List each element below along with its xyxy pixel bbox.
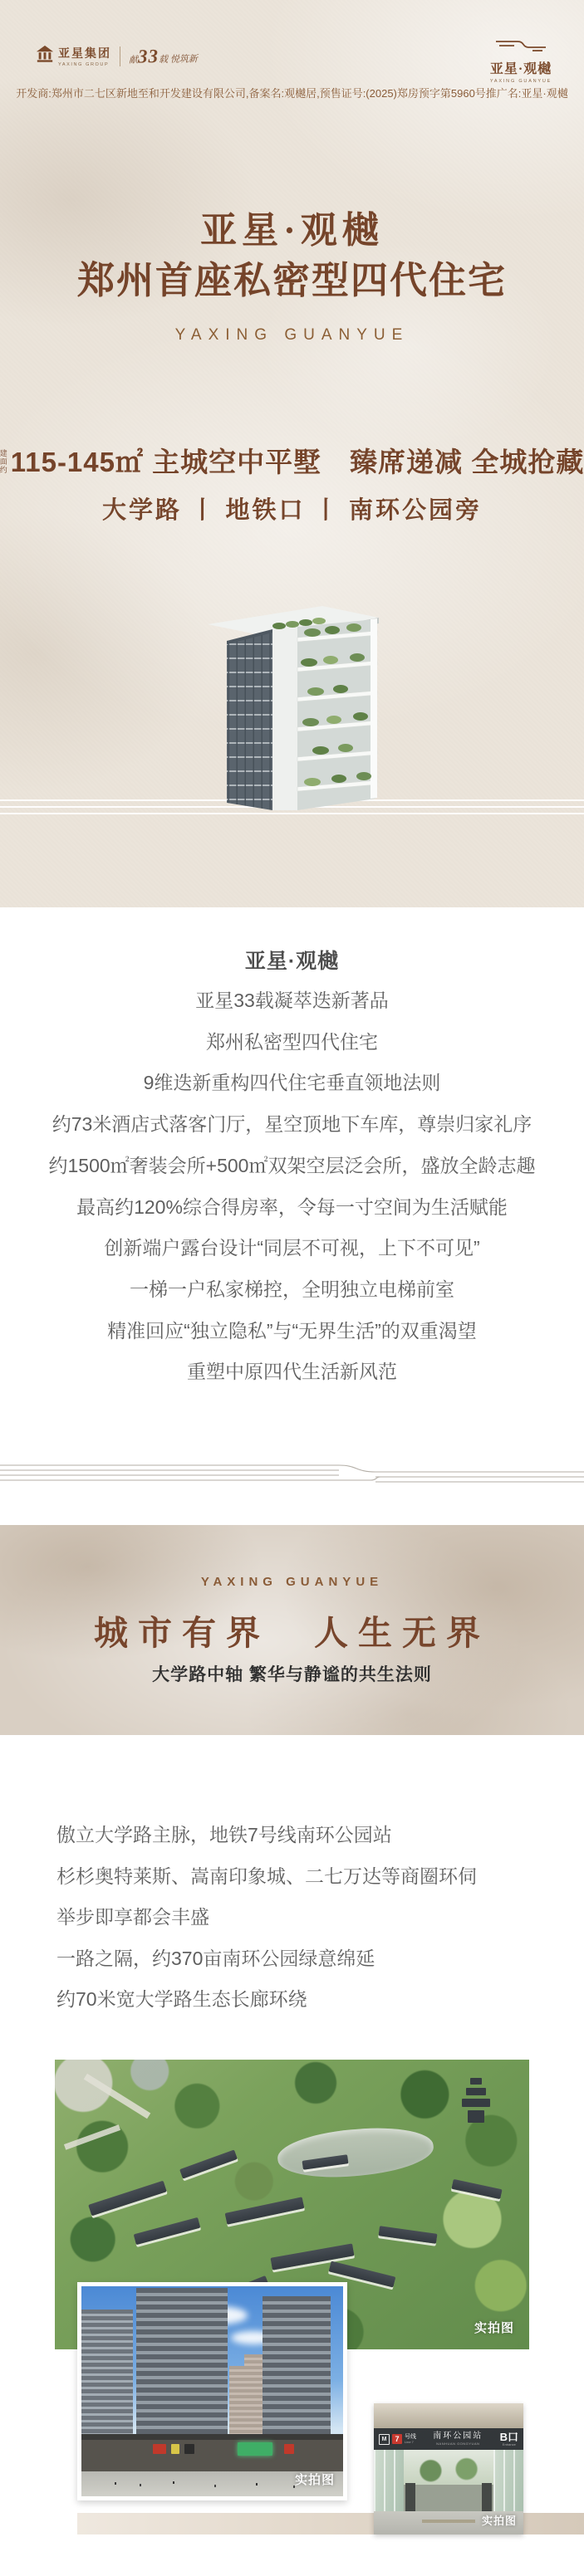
escalator-rail xyxy=(482,2483,492,2511)
park-roof xyxy=(225,2197,305,2224)
park-pond xyxy=(276,2123,436,2183)
city-section-title: 城市有界 人生无界 xyxy=(94,1614,490,1652)
building-render xyxy=(199,601,386,826)
metro-entrance-en: Entrance xyxy=(502,2442,516,2446)
location-banner: 大学路 丨 地铁口 丨 南环公园旁 xyxy=(101,497,482,524)
intro-line: 重塑中原四代生活新风范 xyxy=(187,1361,397,1383)
intro-line: 9维迭新重构四代住宅垂直领地法则 xyxy=(143,1072,441,1094)
group-logo-en: YAXING GROUP xyxy=(58,62,110,67)
intro-line: 郑州私密型四代住宅 xyxy=(206,1030,378,1053)
park-roof xyxy=(88,2181,167,2217)
hero-section xyxy=(0,0,584,907)
metro-entrance-photo xyxy=(374,2403,523,2534)
area-prefix xyxy=(0,449,8,474)
metro-canopy xyxy=(374,2403,523,2428)
intro-heading: 亚星·观樾 xyxy=(244,950,340,973)
city-mall-photo xyxy=(81,2286,343,2496)
tactile-strip xyxy=(422,2520,475,2523)
intro-paragraphs xyxy=(0,980,584,1393)
city-line: 一路之隔，约370亩南环公园绿意绵延 xyxy=(56,1947,375,1969)
metro-glass-wall xyxy=(493,2450,523,2511)
city-line: 傲立大学路主脉，地铁7号线南环公园站 xyxy=(56,1824,392,1845)
metro-back-view xyxy=(404,2450,493,2485)
slogan-suffix: 载 悦筑新 xyxy=(158,53,198,65)
city-tower xyxy=(263,2296,331,2442)
brand-lines-icon xyxy=(494,41,547,55)
escalator-rail xyxy=(405,2483,415,2511)
billboard xyxy=(171,2444,179,2454)
area-prefix-bottom: 约 xyxy=(0,466,8,474)
metro-entrance-cn: B口 xyxy=(499,2431,518,2443)
group-logo xyxy=(36,45,198,67)
city-line: 约70米宽大学路生态长廊环绕 xyxy=(56,1988,307,2010)
intro-line: 约1500㎡奢装会所+500㎡双架空层泛会所，盛放全龄志趣 xyxy=(48,1154,536,1176)
area-banner-text: 115-145㎡ 主城空中平墅 臻席递减 全城抢藏 xyxy=(10,447,584,477)
park-path xyxy=(84,2074,151,2119)
park-roof xyxy=(451,2179,502,2199)
metro-line-badge: 7 xyxy=(392,2434,402,2444)
park-watermark: 实拍图 xyxy=(474,2321,514,2335)
city-photo-frame xyxy=(77,2282,347,2500)
city-paragraphs xyxy=(56,1815,555,2021)
intro-line: 最高约120%综合得房率，令每一寸空间为生活赋能 xyxy=(76,1195,508,1218)
park-path xyxy=(64,2124,120,2150)
metro-logo: M xyxy=(379,2434,390,2445)
led-screen xyxy=(238,2442,272,2456)
brand-logo-cn: 亚星·观樾 xyxy=(489,62,552,76)
brand-logo xyxy=(478,38,564,84)
city-section-en: YAXING GUANYUE xyxy=(200,1575,384,1589)
billboard xyxy=(284,2444,294,2454)
area-prefix-top: 建面 xyxy=(0,449,8,466)
city-tower xyxy=(81,2310,133,2442)
lines-divider xyxy=(0,1461,584,1486)
slogan-prefix: 献 xyxy=(128,55,139,66)
park-roof xyxy=(379,2226,438,2244)
park-roof xyxy=(179,2149,238,2178)
intro-line: 精准回应“独立隐私”与“无界生活”的双重渴望 xyxy=(107,1319,477,1342)
metro-station-cn: 南环公园站 xyxy=(433,2432,483,2441)
billboard xyxy=(153,2444,166,2454)
mall-podium xyxy=(81,2434,343,2471)
intro-line: 一梯一户私家梯控，全明独立电梯前室 xyxy=(130,1278,454,1300)
metro-station-en: NANHUAN GONGYUAN xyxy=(436,2442,480,2446)
city-watermark: 实拍图 xyxy=(294,2473,335,2487)
city-line: 杉杉奥特莱斯、嵩南印象城、二七万达等商圈环伺 xyxy=(56,1865,477,1887)
group-building-icon xyxy=(36,45,54,67)
group-logo-cn: 亚星集团 xyxy=(58,46,111,60)
area-banner xyxy=(0,441,584,480)
metro-glass-wall xyxy=(374,2450,404,2511)
city-section-subtitle: 大学路中轴 繁华与静谧的共生法则 xyxy=(152,1665,432,1684)
intro-line: 约73米酒店式落客门厅，星空顶地下车库，尊崇归家礼序 xyxy=(52,1113,532,1136)
park-pagoda xyxy=(459,2078,493,2123)
project-title-cn: 亚星·观樾 xyxy=(200,210,384,251)
park-roof xyxy=(134,2217,201,2245)
city-tower xyxy=(136,2288,228,2442)
metro-line-cn: 号线 xyxy=(405,2434,416,2440)
metro-sign-bar xyxy=(374,2428,523,2450)
slogan-number: 33 xyxy=(137,45,159,67)
project-headline: 郑州首座私密型四代住宅 xyxy=(76,259,507,301)
legal-disclaimer: 开发商:郑州市二七区新地至和开发建设有限公司,备案名:观樾居,预售证号:(2025)郑房预字第5960号推广名:亚星·观樾 xyxy=(16,87,568,100)
anniversary-slogan xyxy=(129,45,198,67)
intro-line: 亚星33载凝萃迭新著品 xyxy=(195,990,389,1011)
brand-logo-en: YAXING GUANYUE xyxy=(489,79,552,84)
metro-watermark: 实拍图 xyxy=(481,2515,517,2527)
metro-escalator-well xyxy=(404,2485,493,2513)
pedestrian-dots xyxy=(115,2482,116,2485)
city-line: 举步即享都会丰盛 xyxy=(56,1906,209,1928)
intro-line: 创新端户露台设计“同层不可视，上下不可见” xyxy=(104,1237,480,1259)
billboard xyxy=(184,2444,194,2454)
metro-line-en: Line 7 xyxy=(405,2440,414,2444)
project-title-en: YAXING GUANYUE xyxy=(174,326,410,344)
